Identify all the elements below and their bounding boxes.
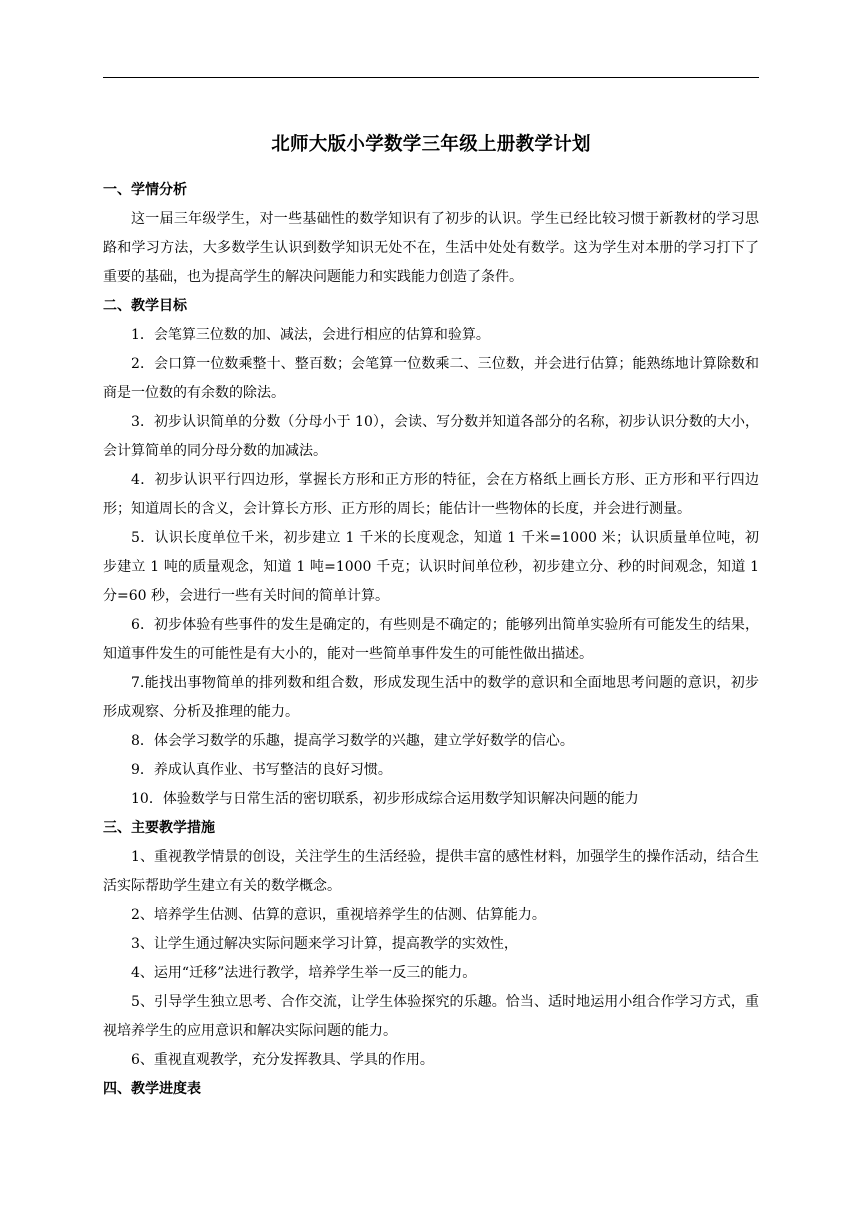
section-heading: 三、主要教学措施 bbox=[103, 820, 215, 836]
goal-item: 4．初步认识平行四边形，掌握长方形和正方形的特征，会在方格纸上画长方形、正方形和平行四边形；知道周长的含义，会计算长方形、正方形的周长；能估计一些物体的长度，并会进行测量。 bbox=[103, 472, 759, 517]
goal-item: 6．初步体验有些事件的发生是确定的，有些则是不确定的；能够列出简单实验所有可能发生的结果，知道事件发生的可能性是有大小的，能对一些简单事件发生的可能性做出描述。 bbox=[103, 617, 759, 662]
measure-item: 5、引导学生独立思考、合作交流，让学生体验探究的乐趣。恰当、适时地运用小组合作学习方式，重视培养学生的应用意识和解决实际问题的能力。 bbox=[103, 994, 759, 1039]
goal-item: 3．初步认识简单的分数（分母小于 10），会读、写分数并知道各部分的名称，初步认识分数的大小，会计算简单的同分母分数的加减法。 bbox=[103, 414, 759, 459]
goal-item: 8．体会学习数学的乐趣，提高学习数学的兴趣，建立学好数学的信心。 bbox=[131, 733, 574, 749]
goal-item: 7.能找出事物简单的排列数和组合数，形成发现生活中的数学的意识和全面地思考问题的意识，初步形成观察、分析及推理的能力。 bbox=[103, 675, 759, 720]
section-schedule bbox=[103, 1075, 759, 1104]
section-heading: 四、教学进度表 bbox=[103, 1081, 201, 1097]
measure-item: 2、培养学生估测、估算的意识，重视培养学生的估测、估算能力。 bbox=[131, 907, 546, 923]
section-teaching-goals bbox=[103, 292, 759, 814]
document-title: 北师大版小学数学三年级上册教学计划 bbox=[271, 134, 591, 155]
goal-item: 9．养成认真作业、书写整洁的良好习惯。 bbox=[131, 762, 392, 778]
measure-item: 1、重视教学情景的创设，关注学生的生活经验，提供丰富的感性材料，加强学生的操作活动，结合生活实际帮助学生建立有关的数学概念。 bbox=[103, 849, 759, 894]
header-rule bbox=[103, 77, 759, 78]
goal-item: 10．体验数学与日常生活的密切联系，初步形成综合运用数学知识解决问题的能力 bbox=[131, 791, 639, 807]
goal-item: 1．会笔算三位数的加、减法，会进行相应的估算和验算。 bbox=[131, 327, 490, 343]
section-teaching-measures bbox=[103, 814, 759, 1075]
goal-item: 2．会口算一位数乘整十、整百数；会笔算一位数乘二、三位数，并会进行估算；能熟练地计算除数和商是一位数的有余数的除法。 bbox=[103, 356, 759, 401]
paragraph: 这一届三年级学生，对一些基础性的数学知识有了初步的认识。学生已经比较习惯于新教材的学习思路和学习方法，大多数学生认识到数学知识无处不在，生活中处处有数学。这为学生对本册的学习打下了重要的基础，也为提高学生的解决问题能力和实践能力创造了条件。 bbox=[103, 211, 759, 285]
measure-item: 4、运用“迁移”法进行教学，培养学生举一反三的能力。 bbox=[131, 965, 477, 981]
section-heading: 一、学情分析 bbox=[103, 182, 187, 198]
section-learning-analysis bbox=[103, 176, 759, 292]
measure-item: 6、重视直观教学，充分发挥教具、学具的作用。 bbox=[131, 1052, 434, 1068]
goal-item: 5．认识长度单位千米，初步建立 1 千米的长度观念，知道 1 千米=1000 米；认识质量单位吨，初步建立 1 吨的质量观念，知道 1 吨=1000 千克；认识时间单位秒，初步建立分、秒的时间观念，知道 1 分=60 秒，会进行一些有关时间的简单计算。 bbox=[103, 530, 759, 604]
document-body bbox=[103, 132, 759, 1104]
measure-item: 3、让学生通过解决实际问题来学习计算，提高教学的实效性， bbox=[131, 936, 518, 952]
section-heading: 二、教学目标 bbox=[103, 298, 187, 314]
